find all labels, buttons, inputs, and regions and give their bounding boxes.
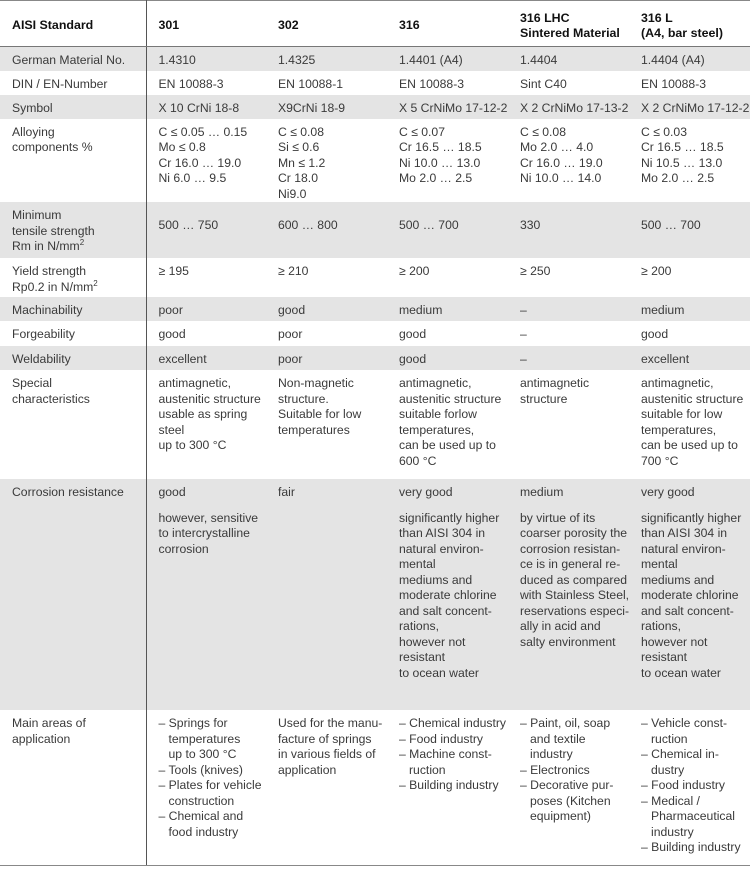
value-line: – (520, 303, 527, 317)
header-row (0, 1, 750, 47)
value-line: suitable forlow (399, 407, 477, 421)
value-line: 330 (520, 218, 541, 232)
cell (629, 71, 750, 95)
value-line: EN 10088-3 (399, 76, 465, 91)
value-line: ruction (651, 731, 688, 746)
column-header-grade-3 (387, 1, 508, 47)
value-line: austenitic structure (158, 391, 261, 406)
row-label (0, 370, 146, 479)
cell (629, 321, 750, 346)
column-header-grade-1 (146, 1, 266, 47)
cell (146, 346, 266, 370)
value-line: moderate chlorine (399, 588, 497, 602)
value-line: Cr 16.5 … 18.5 (399, 140, 482, 154)
value-line: 500 … 700 (641, 218, 701, 232)
value-line: usable as spring (158, 407, 248, 421)
value-line: resistant (641, 650, 688, 664)
value-line: 600 °C (399, 453, 437, 468)
cell (146, 47, 266, 71)
cell (508, 346, 629, 370)
value-line: and textile (530, 731, 586, 746)
value-line: 600 … 800 (278, 218, 338, 232)
value-line: significantly higher (399, 510, 500, 525)
row-corrosion-resistance (0, 479, 750, 710)
value-line: ally in acid and (520, 619, 601, 633)
row-alloying-components (0, 119, 750, 203)
value-line: Suitable for low (278, 407, 362, 421)
value-line: 500 … 750 (158, 218, 219, 232)
value-line: than AISI 304 in (641, 526, 728, 540)
value-line: ≥ 200 (641, 264, 672, 278)
value-line: to intercrystalline (158, 526, 250, 540)
cell (387, 119, 508, 203)
value-line: good (399, 327, 427, 341)
header-line: 316 L (641, 10, 673, 25)
value-line: antimagnetic (520, 376, 590, 390)
value-line: significantly higher (641, 510, 742, 525)
value-line: fair (278, 485, 295, 499)
cell (508, 370, 629, 479)
cell (508, 321, 629, 346)
row-label (0, 47, 146, 71)
cell (508, 95, 629, 119)
row-label (0, 346, 146, 370)
header-line: Sintered Material (520, 26, 620, 40)
cell (266, 297, 387, 321)
cell (387, 297, 508, 321)
value-line: – (520, 327, 527, 341)
label-line: Weldability (12, 352, 71, 366)
row-yield-strength (0, 258, 750, 297)
value-line: 500 … 700 (399, 218, 459, 232)
value-line: to ocean water (641, 665, 721, 680)
cell (387, 71, 508, 95)
row-label (0, 119, 146, 203)
value-line: temperatures (278, 422, 350, 437)
cell (387, 258, 508, 297)
value-line: Mn ≤ 1.2 (278, 155, 326, 170)
value-line: – Decorative pur- (520, 778, 614, 792)
value-line: Non-magnetic (278, 376, 354, 390)
value-line: poses (Kitchen (530, 793, 611, 808)
value-line: with Stainless Steel, (520, 588, 629, 602)
value-line: rations, (641, 619, 681, 633)
cell (387, 47, 508, 71)
cell (629, 297, 750, 321)
label-line: characteristics (12, 391, 90, 406)
header-line: (A4, bar steel) (641, 26, 723, 40)
value-line: Si ≤ 0.6 (278, 140, 320, 154)
value-line: and salt concent- (399, 603, 492, 618)
row-symbol (0, 95, 750, 119)
value-line: medium (520, 485, 564, 499)
value-line: X 2 CrNiMo 17-13-2 (520, 100, 629, 115)
cell (387, 202, 508, 258)
value-line: facture of springs (278, 731, 372, 746)
column-header-grade-4 (508, 1, 629, 47)
value-line: can be used up to (641, 438, 738, 452)
cell (387, 346, 508, 370)
value-line: up to 300 °C (168, 747, 237, 761)
row-label (0, 479, 146, 710)
value-line: C ≤ 0.08 (520, 124, 566, 139)
value-line: C ≤ 0.08 (278, 124, 324, 139)
value-line: – Food industry (399, 731, 484, 746)
cell (266, 71, 387, 95)
value-line: antimagnetic, (399, 376, 472, 390)
row-forgeability (0, 321, 750, 346)
spacer (159, 501, 265, 511)
value-line: – Springs for (158, 716, 228, 730)
cell (629, 710, 750, 865)
label-line: Special (12, 376, 52, 390)
value-line: – Chemical industry (399, 716, 507, 730)
row-din-en-number (0, 71, 750, 95)
value-line: – Building industry (399, 778, 499, 792)
label-line: Rp0.2 in $N/mm^2$ (12, 278, 98, 294)
row-weldability (0, 346, 750, 370)
value-line: medium (399, 303, 443, 317)
value-line: X9CrNi 18-9 (278, 100, 346, 115)
value-line: – Chemical and (158, 809, 244, 823)
value-line: ≥ 210 (278, 264, 309, 278)
label-line: Yield strength (12, 264, 87, 278)
value-line: X 2 CrNiMo 17-12-2 (641, 100, 750, 115)
row-label (0, 710, 146, 865)
value-line: 1.4404 (520, 53, 558, 67)
cell (629, 346, 750, 370)
value-line: – Electronics (520, 762, 590, 777)
spacer (641, 501, 748, 511)
value-line: C ≤ 0.03 (641, 124, 687, 139)
value-line: antimagnetic, (158, 376, 231, 390)
value-line: – Building industry (641, 840, 741, 854)
value-line: excellent (158, 352, 207, 366)
value-line: temperatures, (399, 422, 475, 437)
value-line: ≥ 250 (520, 264, 551, 278)
row-machinability (0, 297, 750, 321)
value-line: in various fields of (278, 747, 376, 761)
cell (266, 321, 387, 346)
superscript: 2 (93, 278, 98, 288)
value-line: austenitic structure (399, 391, 502, 406)
superscript: 2 (79, 237, 85, 247)
value-line: mediums and (641, 572, 715, 587)
row-german-material-no (0, 47, 750, 71)
column-header-grade-5 (629, 1, 750, 47)
value-line: ≥ 200 (399, 264, 430, 278)
value-line: very good (641, 485, 695, 499)
cell (266, 370, 387, 479)
row-label (0, 202, 146, 258)
value-line: Cr 16.0 … 19.0 (158, 155, 242, 170)
cell (508, 258, 629, 297)
value-line: X 5 CrNiMo 17-12-2 (399, 100, 508, 115)
cell (629, 370, 750, 479)
row-special-characteristics (0, 370, 750, 479)
value-line: Ni 10.0 … 14.0 (520, 171, 602, 185)
value-line: good (278, 303, 306, 317)
value-line: – Tools (knives) (158, 762, 243, 777)
value-line: rations, (399, 619, 439, 633)
value-line: corrosion resistan- (520, 541, 621, 556)
cell (387, 710, 508, 865)
value-line: ≥ 195 (158, 264, 189, 278)
row-label (0, 258, 146, 297)
cell (146, 710, 266, 865)
cell (629, 95, 750, 119)
header-line: 316 LHC (520, 10, 570, 25)
cell (266, 710, 387, 865)
value-line: – Vehicle const- (641, 716, 728, 730)
cell (629, 202, 750, 258)
spacer (520, 501, 627, 511)
cell (266, 202, 387, 258)
label-line: application (12, 731, 71, 746)
value-line: mental (399, 557, 436, 571)
value-line: – (520, 352, 527, 366)
cell (508, 710, 629, 865)
value-line: Ni9.0 (278, 186, 307, 201)
value-line: salty environment (520, 634, 616, 649)
cell (146, 297, 266, 321)
value-line: can be used up to (399, 438, 496, 452)
cell (508, 71, 629, 95)
value-line: structure. (278, 391, 329, 406)
value-line: coarser porosity the (520, 526, 628, 540)
value-line: poor (158, 303, 183, 317)
value-line: C ≤ 0.05 … 0.15 (158, 124, 248, 139)
cell (266, 346, 387, 370)
value-line: – Plates for vehicle (158, 778, 262, 792)
value-line: however not (399, 634, 466, 649)
cell (146, 71, 266, 95)
cell (508, 297, 629, 321)
value-line: mental (641, 557, 678, 571)
value-line: resistant (399, 650, 446, 664)
label-line: Corrosion resistance (12, 485, 124, 499)
label-line: Minimum (12, 208, 62, 222)
value-line: EN 10088-1 (278, 76, 344, 91)
cell (387, 370, 508, 479)
cell (266, 479, 387, 710)
cell (629, 479, 750, 710)
value-line: moderate chlorine (641, 588, 739, 602)
row-label (0, 297, 146, 321)
cell (629, 47, 750, 71)
spacer (399, 208, 506, 218)
value-line: – Paint, oil, soap (520, 716, 611, 730)
column-header-grade-2 (266, 1, 387, 47)
value-line: Sint C40 (520, 76, 567, 91)
cell (266, 47, 387, 71)
label-line: Forgeability (12, 327, 75, 341)
value-line: 1.4404 (A4) (641, 53, 705, 67)
value-line: reservations especi- (520, 603, 629, 618)
value-line: Cr 18.0 (278, 171, 318, 185)
value-line: X 10 CrNi 18-8 (158, 100, 240, 115)
value-line: ruction (409, 762, 446, 777)
value-line: Ni 10.5 … 13.0 (641, 155, 723, 170)
value-line: – Machine const- (399, 747, 492, 761)
value-line: application (278, 762, 337, 777)
cell (266, 95, 387, 119)
cell (146, 258, 266, 297)
value-line: Cr 16.5 … 18.5 (641, 140, 724, 154)
value-line: Used for the manu- (278, 716, 383, 730)
spacer (278, 208, 385, 218)
value-line: to ocean water (399, 665, 479, 680)
value-line: however, sensitive (158, 510, 259, 525)
row-label (0, 95, 146, 119)
cell (629, 258, 750, 297)
label-line: Main areas of (12, 716, 86, 730)
value-line: poor (278, 327, 303, 341)
value-line: up to 300 °C (158, 438, 227, 452)
spacer (641, 208, 748, 218)
header-line: 301 (158, 18, 180, 33)
value-line: Ni 10.0 … 13.0 (399, 155, 481, 170)
spacer (399, 501, 506, 511)
value-line: by virtue of its (520, 510, 596, 525)
table-body (0, 47, 750, 866)
value-line: steel (158, 422, 185, 437)
cell (387, 95, 508, 119)
value-line: excellent (641, 352, 690, 366)
cell (266, 258, 387, 297)
cell (146, 95, 266, 119)
value-line: construction (168, 793, 235, 808)
value-line: however not (641, 634, 708, 649)
value-line: than AISI 304 in (399, 526, 486, 540)
label-line: Symbol (12, 100, 53, 115)
value-line: 700 °C (641, 453, 679, 468)
row-minimum-tensile-strength (0, 202, 750, 258)
cell (508, 479, 629, 710)
value-line: natural environ- (399, 541, 484, 556)
header-line: 316 (399, 18, 420, 33)
value-line: – Food industry (641, 778, 726, 792)
value-line: dustry (651, 762, 685, 777)
cell (508, 202, 629, 258)
value-line: austenitic structure (641, 391, 744, 406)
value-line: Pharmaceutical (651, 809, 735, 823)
value-line: Ni 6.0 … 9.5 (158, 171, 227, 185)
spacer (520, 208, 627, 218)
value-line: 1.4325 (278, 53, 316, 67)
row-main-areas-of-application (0, 710, 750, 865)
value-line: corrosion (158, 541, 209, 556)
cell (387, 479, 508, 710)
value-line: good (158, 485, 186, 499)
cell (146, 370, 266, 479)
value-line: medium (641, 303, 685, 317)
value-line: natural environ- (641, 541, 726, 556)
value-line: – Medical / (641, 793, 700, 808)
value-line: mediums and (399, 572, 473, 587)
label-line: Machinability (12, 303, 83, 317)
value-line: Mo 2.0 … 2.5 (399, 171, 473, 185)
value-line: Mo ≤ 0.8 (158, 140, 206, 154)
value-line: industry (530, 747, 573, 761)
value-line: industry (651, 824, 694, 839)
label-line: Alloying (12, 124, 55, 139)
label-line: German Material No. (12, 53, 126, 67)
value-line: Cr 16.0 … 19.0 (520, 155, 603, 170)
cell (146, 119, 266, 203)
cell (146, 321, 266, 346)
label-line: Rm in $N/mm^2$ (12, 237, 85, 253)
value-line: and salt concent- (641, 603, 734, 618)
value-line: suitable for low (641, 407, 723, 421)
cell (146, 202, 266, 258)
value-line: temperatures (168, 731, 241, 746)
cell (266, 119, 387, 203)
row-label (0, 71, 146, 95)
value-line: EN 10088-3 (641, 76, 707, 91)
value-line: Mo 2.0 … 2.5 (641, 171, 715, 185)
value-line: good (158, 327, 186, 341)
value-line: – Chemical in- (641, 747, 719, 761)
cell (508, 119, 629, 203)
spacer (159, 208, 265, 218)
value-line: good (641, 327, 669, 341)
cell (387, 321, 508, 346)
value-line: 1.4401 (A4) (399, 53, 463, 67)
value-line: C ≤ 0.07 (399, 124, 445, 139)
value-line: very good (399, 485, 453, 499)
row-label (0, 321, 146, 346)
label-line: tensile strength (12, 223, 95, 238)
value-line: Mo 2.0 … 4.0 (520, 140, 594, 154)
value-line: good (399, 352, 427, 366)
value-line: duced as compared (520, 572, 628, 587)
value-line: temperatures, (641, 422, 717, 437)
value-line: poor (278, 352, 303, 366)
cell (508, 47, 629, 71)
label-line: DIN / EN-Number (12, 76, 108, 91)
value-line: food industry (168, 824, 239, 839)
value-line: equipment) (530, 809, 591, 823)
header-line: AISI Standard (12, 18, 94, 33)
cell (146, 479, 266, 710)
cell (629, 119, 750, 203)
label-line: components % (12, 140, 93, 154)
value-line: structure (520, 391, 568, 406)
value-line: 1.4310 (158, 53, 196, 67)
header-line: 302 (278, 18, 299, 33)
column-header-standard (0, 1, 146, 47)
value-line: antimagnetic, (641, 376, 714, 390)
value-line: ce is in general re- (520, 557, 621, 571)
value-line: EN 10088-3 (158, 76, 224, 91)
